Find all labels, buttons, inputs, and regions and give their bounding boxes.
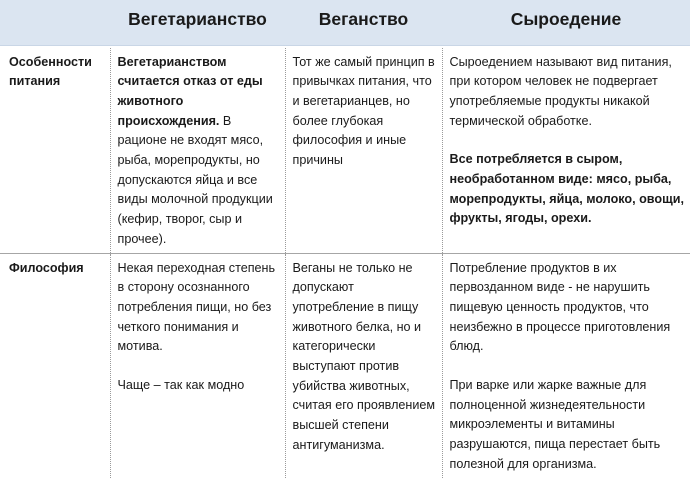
table-row-philosophy bbox=[0, 253, 690, 478]
header-row bbox=[0, 0, 690, 45]
vegetarian-philosophy-text: Некая переходная степень в сторону осознанного потребления пищи, но без четкого понимания и мотива. bbox=[117, 260, 276, 354]
row-label-nutrition: Особенности питания bbox=[0, 48, 110, 254]
header-vegetarian: Вегетарианство bbox=[110, 0, 285, 45]
raw-philosophy-text: Потребление продуктов в их первозданном виде - не нарушить пищевую ценность продуктов, что неизбежно в процессе приготовления блюд. bbox=[449, 260, 671, 354]
cell-vegetarian-philosophy bbox=[110, 253, 285, 478]
row-label-philosophy: Философия bbox=[9, 260, 84, 275]
vegetarian-nutrition-text: В рационе не входят мясо, рыба, морепродукты, но допускаются яйца и все виды молочной продукции (кефир, творог, сыр и прочее). bbox=[117, 113, 273, 246]
raw-nutrition-text: Сыроедением называют вид питания, при котором человек не подвергает употребляемые продукты никакой термической обработке. bbox=[449, 54, 672, 128]
cell-vegetarian-nutrition bbox=[110, 48, 285, 254]
vegetarian-philosophy-text2: Чаще – так как модно bbox=[117, 378, 245, 393]
vegan-nutrition-text: Тот же самый принцип в привычках питания, что и вегетарианцев, но более глубокая философия и иные причины bbox=[292, 54, 435, 168]
vegan-philosophy-text: Веганы не только не допускают употребление в пищу животного белка, но и категорически выступают против убийства животных, считая его проявлением высшей степени антигуманизма. bbox=[292, 260, 436, 452]
cell-raw-nutrition bbox=[442, 48, 690, 254]
header-raw-food: Сыроедение bbox=[442, 0, 690, 45]
raw-nutrition-bold: Все потребляется в сыром, необработанном виде: мясо, рыба, морепродукты, яйца, молоко, овощи, фрукты, ягоды, орехи. bbox=[449, 152, 684, 226]
cell-vegan-nutrition bbox=[285, 48, 442, 254]
cell-raw-philosophy bbox=[442, 253, 690, 478]
cell-vegan-philosophy bbox=[285, 253, 442, 478]
raw-philosophy-text2: При варке или жарке важные для полноценной жизнедеятельности микроэлементы и витамины разрушаются, пища перестает быть полезной для организма. bbox=[449, 378, 661, 471]
table-row-nutrition bbox=[0, 48, 690, 254]
header-corner bbox=[0, 0, 110, 45]
header-vegan: Веганство bbox=[285, 0, 442, 45]
vegetarian-nutrition-bold: Вегетарианством считается отказ от еды животного происхождения. bbox=[117, 54, 263, 128]
